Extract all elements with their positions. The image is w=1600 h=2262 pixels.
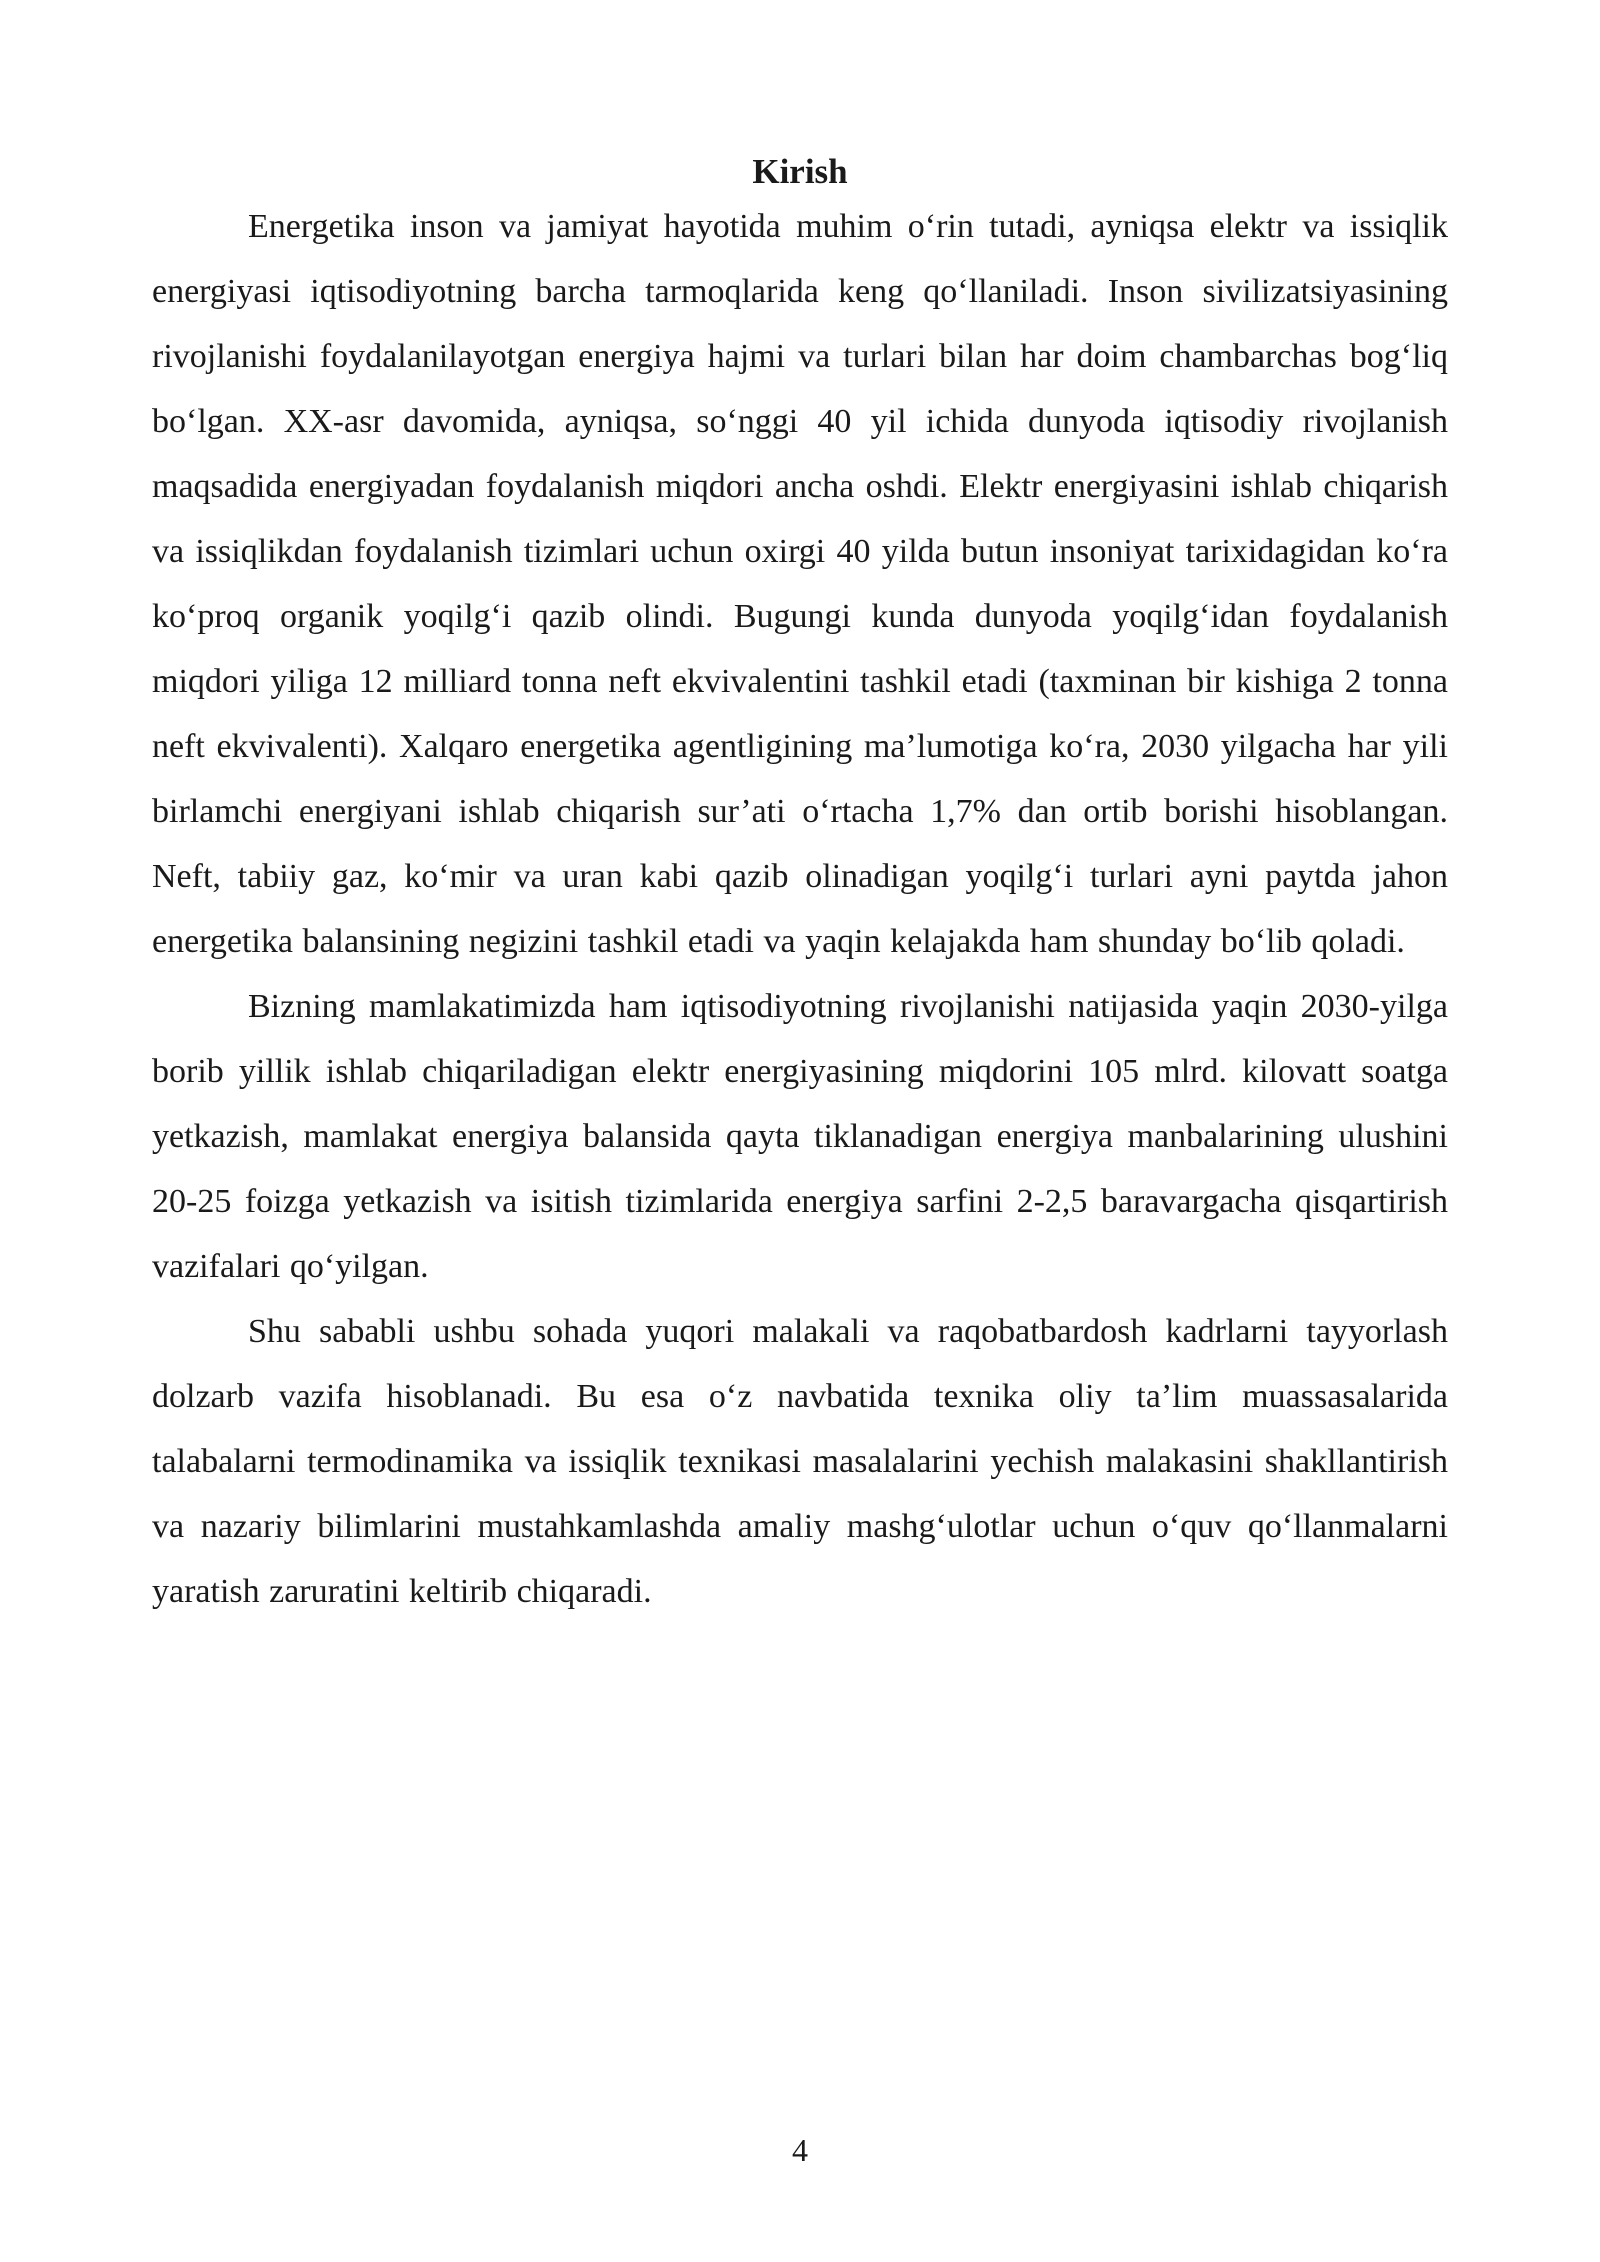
- page-content: [152, 150, 1448, 1624]
- paragraph-3: Shu sababli ushbu sohada yuqori malakali va raqobatbardosh kadrlarni tayyorlash dolzarb vazifa hisoblanadi. Bu esa o‘z navbatida texnika oliy ta’lim muassasalarida talabalarni termodinamika va issiqlik texnikasi masalalarini yechish malakasini shakllantirish va nazariy bilimlarini mustahkamlashda amaliy mashg‘ulotlar uchun o‘quv qo‘llanmalarni yaratish zaruratini keltirib chiqaradi.: [152, 1313, 1448, 1610]
- paragraph-1: Energetika inson va jamiyat hayotida muhim o‘rin tutadi, ayniqsa elektr va issiqlik energiyasi iqtisodiyotning barcha tarmoqlarida keng qo‘llaniladi. Inson sivilizatsiyasining rivojlanishi foydalanilayotgan energiya hajmi va turlari bilan har doim chambarchas bog‘liq bo‘lgan. XX-asr davomida, ayniqsa, so‘nggi 40 yil ichida dunyoda iqtisodiy rivojlanish maqsadida energiyadan foydalanish miqdori ancha oshdi. Elektr energiyasini ishlab chiqarish va issiqlikdan foydalanish tizimlari uchun oxirgi 40 yilda butun insoniyat tarixidagidan ko‘ra ko‘proq organik yoqilg‘i qazib olindi. Bugungi kunda dunyoda yoqilg‘idan foydalanish miqdori yiliga 12 milliard tonna neft ekvivalentini tashkil etadi (taxminan bir kishiga 2 tonna neft ekvivalenti). Xalqaro energetika agentligining ma’lumotiga ko‘ra, 2030 yilgacha har yili birlamchi energiyani ishlab chiqarish sur’ati o‘rtacha 1,7% dan ortib borishi hisoblangan. Neft, tabiiy gaz, ko‘mir va uran kabi qazib olinadigan yoqilg‘i turlari ayni paytda jahon energetika balansining negizini tashkil etadi va yaqin kelajakda ham shunday bo‘lib qoladi.: [152, 208, 1448, 960]
- section-title: Kirish: [752, 152, 848, 191]
- paragraph-2: Bizning mamlakatimizda ham iqtisodiyotning rivojlanishi natijasida yaqin 2030-yilga borib yillik ishlab chiqariladigan elektr energiyasining miqdorini 105 mlrd. kilovatt soatga yetkazish, mamlakat energiya balansida qayta tiklanadigan energiya manbalarining ulushini 20-25 foizga yetkazish va isitish tizimlarida energiya sarfini 2-2,5 baravargacha qisqartirish vazifalari qo‘yilgan.: [152, 988, 1448, 1285]
- page-number: 4: [792, 2132, 808, 2168]
